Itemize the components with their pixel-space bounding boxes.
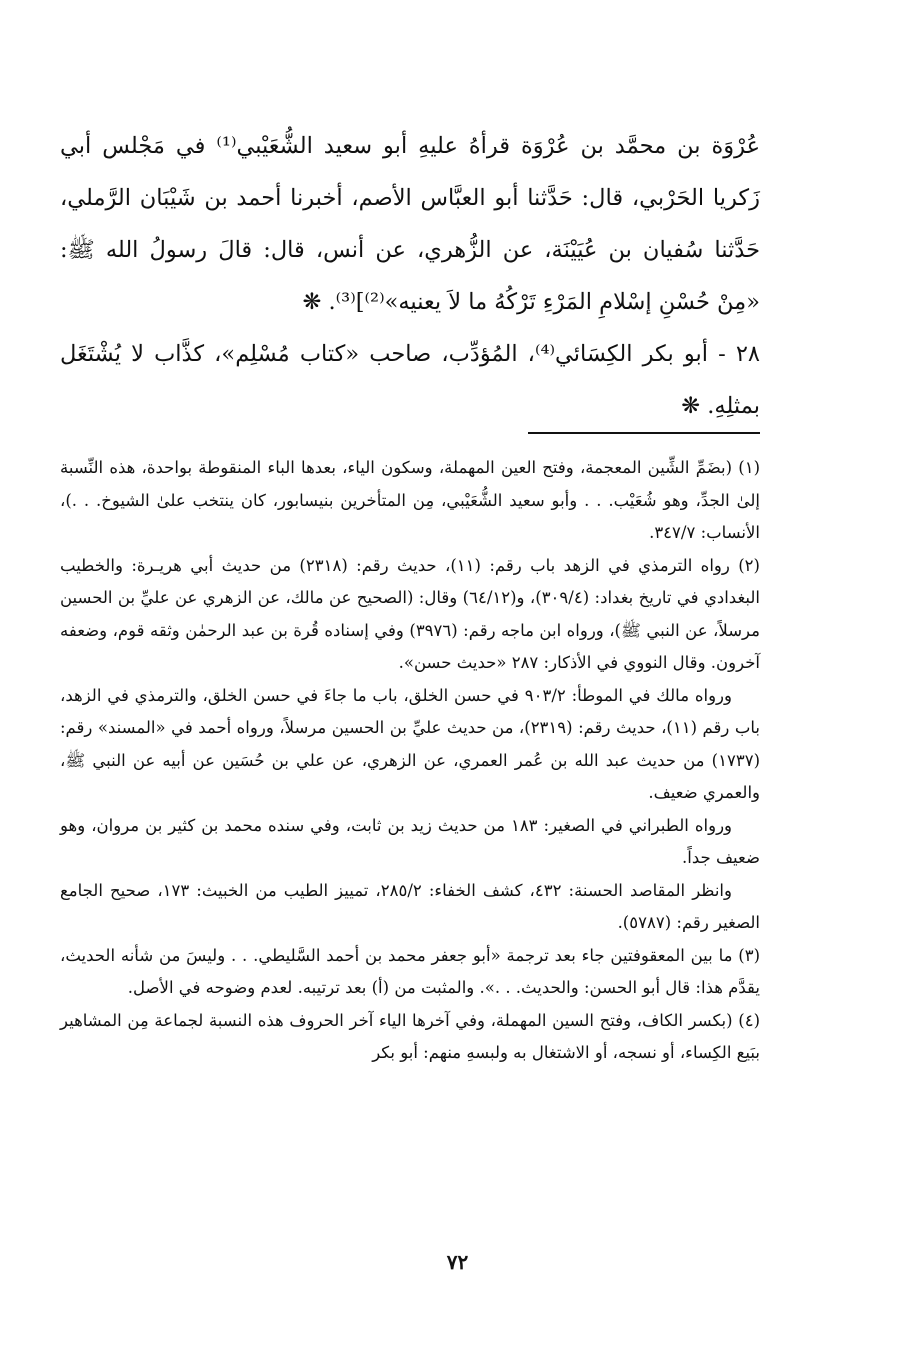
footnote-4: (٤) (بكسر الكاف، وفتح السين المهملة، وفي آخرها الياء آخر الحروف هذه النسبة لجماعة مِن المشاهير ببَيع الكِساء، أو نسجه، أو الاشتغال به ولبسهِ منهم: أبو بكر xyxy=(60,1010,760,1062)
paragraph-entry-28: ٢٨ - أبو بكر الكِسَائي⁽⁴⁾، المُؤدِّب، صاحب «كتاب مُسْلِم»، كذَّاب لا يُشْتَغَل بمثلِهِ. ❋ xyxy=(60,341,761,419)
footnote-2-continuation-3: وانظر المقاصد الحسنة: ٤٣٢، كشف الخفاء: ٢٨٥/٢، تمييز الطيب من الخبيث: ١٧٣، صحيح الجامع الصغير رقم: (٥٧٨٧). xyxy=(60,880,760,932)
footnote-2-continuation-2: ورواه الطبراني في الصغير: ١٨٣ من حديث زيد بن ثابت، وفي سنده محمد بن كثير بن مروان، وهو ضعيف جداً. xyxy=(60,815,760,867)
footnote-2: (٢) رواه الترمذي في الزهد باب رقم: (١١)، حديث رقم: (٢٣١٨) من حديث أبي هريـرة: والخطيب البغدادي في تاريخ بغداد: (٣٠٩/٤)، و(٦٤/١٢) وقال: (الصحيح عن مالك، عن الزهري عن عليِّ بن الحسين مرسلاً، عن النبي ﷺ)، ورواه ابن ماجه رقم: (٣٩٧٦) وفي إسناده قُرة بن عبد الرحمٰن وثقه قوم، وضعفه آخرون. وقال النووي في الأذكار: ٢٨٧ «حديث حسن». xyxy=(60,555,760,672)
book-page xyxy=(60,120,761,1062)
page-number: ٧٢ xyxy=(446,1250,469,1274)
main-text xyxy=(60,120,760,432)
footnote-3: (٣) ما بين المعقوفتين جاء بعد ترجمة «أبو جعفر محمد بن أحمد السَّليطي. . . وليسَ من شأنه الحديث، يقدَّم هذا: قال أبو الحسن: والحديث. . .». والمثبت من (أ) بعد ترتيبه. لعدم وضوحه في الأصل. xyxy=(60,945,760,997)
footnotes xyxy=(60,452,760,1070)
paragraph-entry-27-end: عُرْوَة بن محمَّد بن عُرْوَة قرأهُ عليهِ أبو سعيد الشُّعَيْبي⁽¹⁾ في مَجْلس أبي زَكريا الحَرْبي، قال: حَدَّثنا أبو العبَّاس الأصم، أخبرنا أحمد بن شَيْبَان الرَّملي، حَدَّثنا سُفيان بن عُيَيْنَة، عن الزُّهري، عن أنس، قال: قالَ رسولُ الله ﷺ: «مِنْ حُسْنِ إسْلامِ المَرْءِ تَرْكُهُ ما لاَ يعنيه»⁽²⁾]⁽³⁾. ❋ xyxy=(60,133,761,315)
footnote-2-continuation-1: ورواه مالك في الموطأ: ٩٠٣/٢ في حسن الخلق، باب ما جاءَ في حسن الخلق، والترمذي في الزهد، باب رقم (١١)، حديث رقم: (٢٣١٩)، من حديث عليِّ بن الحسين مرسلاً، ورواه أحمد في «المسند» رقم: (١٧٣٧) من حديث عبد الله بن عُمر العمري، عن الزهري، عن علي بن حُسَين عن أبيه عن النبي ﷺ، والعمري ضعيف. xyxy=(60,685,760,802)
footnote-separator xyxy=(528,432,760,434)
footnote-1: (١) (بضَمِّ الشِّين المعجمة، وفتح العين المهملة، وسكون الياء، بعدها الباء المنقوطة بواحدة، هذه النِّسبة إلىٰ الجدِّ، وهو شُعَيْب. . . وأبو سعيد الشُّعَيْبي، مِن المتأخرين بنيسابور، كان ينتخب علىٰ الشيوخ. . .)، الأنساب: ٣٤٧/٧. xyxy=(60,458,760,542)
